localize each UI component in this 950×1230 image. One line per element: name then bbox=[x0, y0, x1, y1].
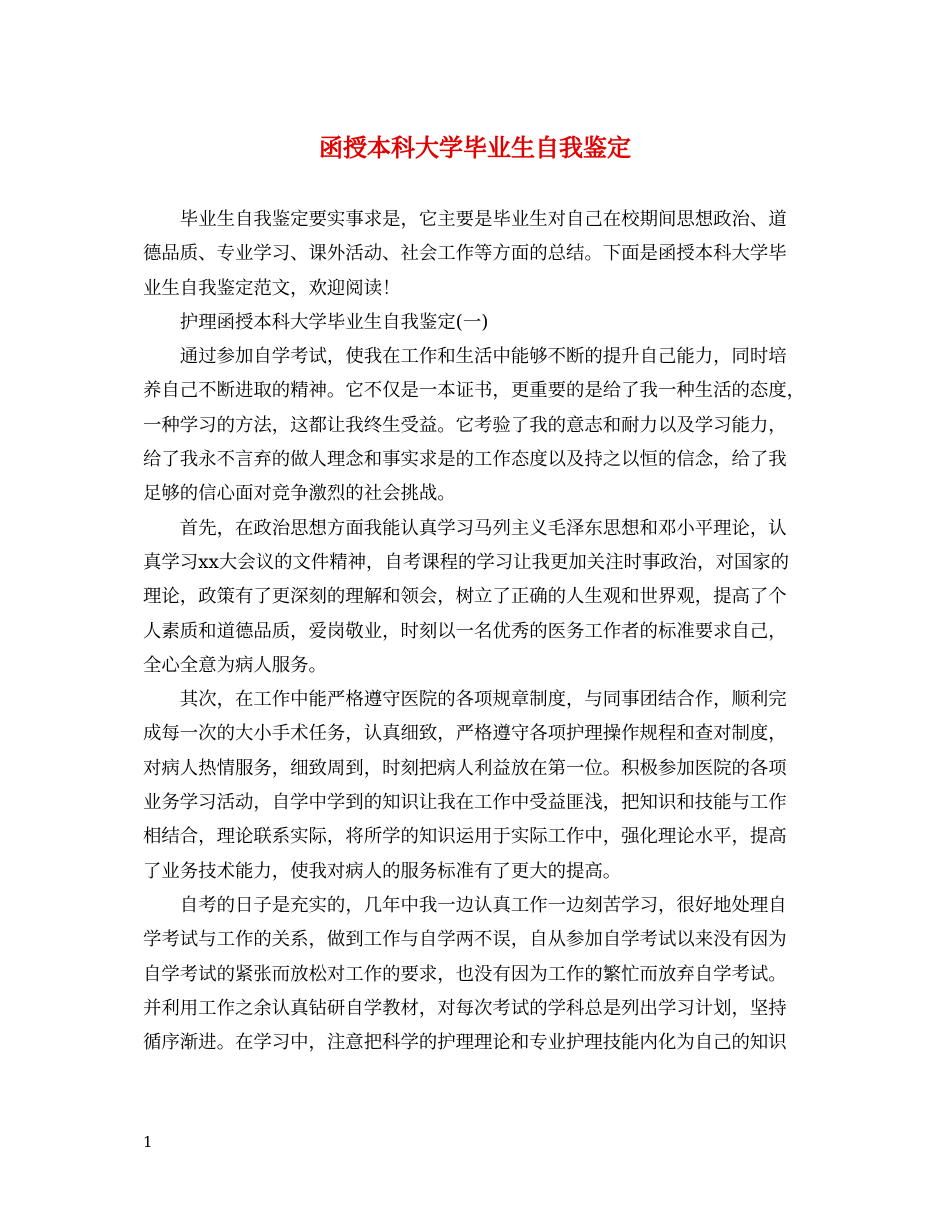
paragraph-1 bbox=[143, 340, 811, 511]
paragraph-2 bbox=[143, 512, 811, 683]
text-line: 护理函授本科大学毕业生自我鉴定(一) bbox=[179, 311, 489, 333]
text-line: 对病人热情服务，细致周到，时刻把病人利益放在第一位。积极参加医院的各项 bbox=[143, 757, 787, 779]
page-number: 1 bbox=[143, 1133, 153, 1151]
text-line: 学考试与工作的关系，做到工作与自学两不误，自从参加自学考试以来没有因为 bbox=[143, 929, 787, 951]
paragraph-4 bbox=[143, 889, 811, 1060]
text-line: 给了我永不言弃的做人理念和事实求是的工作态度以及持之以恒的信念，给了我 bbox=[143, 449, 787, 471]
document-title: 函授本科大学毕业生自我鉴定 bbox=[319, 134, 631, 162]
text-line: 业生自我鉴定范文，欢迎阅读！ bbox=[143, 277, 401, 299]
text-line: 理论，政策有了更深刻的理解和领会，树立了正确的人生观和世界观，提高了个 bbox=[143, 586, 787, 608]
text-line: 足够的信心面对竞争激烈的社会挑战。 bbox=[143, 483, 456, 505]
text-line: 人素质和道德品质，爱岗敬业，时刻以一名优秀的医务工作者的标准要求自己， bbox=[143, 620, 787, 642]
text-line: 首先，在政治思想方面我能认真学习马列主义毛泽东思想和邓小平理论，认 bbox=[179, 517, 787, 539]
text-line: 循序渐进。在学习中，注意把科学的护理理论和专业护理技能内化为自己的知识 bbox=[143, 1032, 787, 1054]
text-line: 相结合，理论联系实际，将所学的知识运用于实际工作中，强化理论水平，提高 bbox=[143, 826, 787, 848]
text-line: 其次，在工作中能严格遵守医院的各项规章制度，与同事团结合作，顺利完 bbox=[179, 689, 787, 711]
text-line: 德品质、专业学习、课外活动、社会工作等方面的总结。下面是函授本科大学毕 bbox=[143, 243, 787, 265]
text-line: 一种学习的方法，这都让我终生受益。它考验了我的意志和耐力以及学习能力， bbox=[143, 414, 787, 436]
text-line: 真学习xx大会议的文件精神，自考课程的学习让我更加关注时事政治，对国家的 bbox=[143, 551, 790, 573]
text-line: 毕业生自我鉴定要实事求是，它主要是毕业生对自己在校期间思想政治、道 bbox=[179, 209, 787, 230]
text-line: 了业务技术能力，使我对病人的服务标准有了更大的提高。 bbox=[143, 860, 622, 882]
text-line: 通过参加自学考试，使我在工作和生活中能够不断的提升自己能力，同时培 bbox=[179, 346, 787, 368]
text-line: 自考的日子是充实的，几年中我一边认真工作一边刻苦学习，很好地处理自 bbox=[179, 894, 787, 916]
section-heading bbox=[143, 306, 811, 340]
paragraph-3 bbox=[143, 683, 811, 889]
paragraph-intro bbox=[143, 203, 811, 306]
text-line: 全心全意为病人服务。 bbox=[143, 654, 327, 676]
text-line: 自学考试的紧张而放松对工作的要求，也没有因为工作的繁忙而放弃自学考试。 bbox=[143, 963, 787, 985]
text-line: 并利用工作之余认真钻研自学教材，对每次考试的学科总是列出学习计划，坚持 bbox=[143, 997, 787, 1019]
text-line: 养自己不断进取的精神。它不仅是一本证书，更重要的是给了我一种生活的态度， bbox=[143, 380, 806, 402]
document-body bbox=[143, 203, 811, 1060]
text-line: 成每一次的大小手术任务，认真细致，严格遵守各项护理操作规程和查对制度， bbox=[143, 723, 787, 745]
text-line: 业务学习活动，自学中学到的知识让我在工作中受益匪浅，把知识和技能与工作 bbox=[143, 792, 787, 814]
